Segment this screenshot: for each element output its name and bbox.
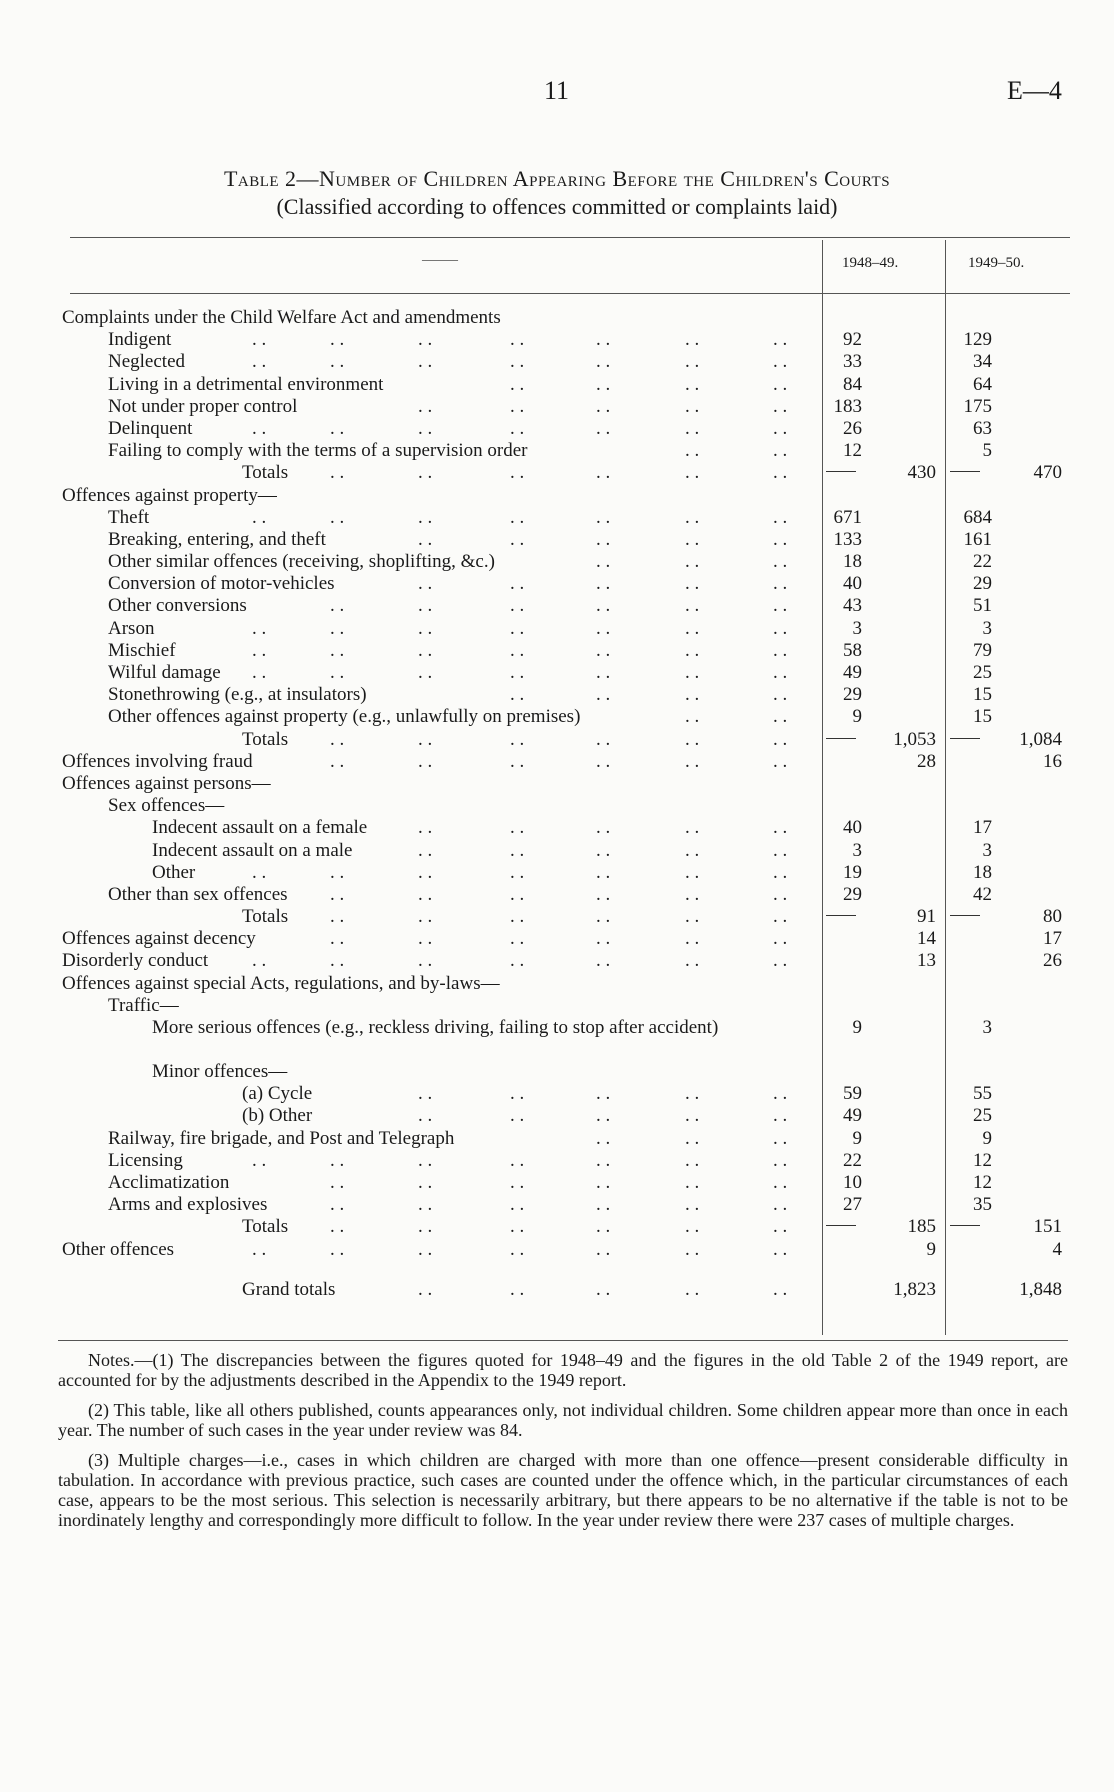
value-b2: 4 (1052, 1238, 1062, 1260)
value-a2: 9 (926, 1238, 936, 1260)
value-a2: 14 (917, 928, 936, 950)
value-a1: 40 (843, 573, 862, 595)
value-b1: 129 (963, 329, 992, 351)
value-b1: 35 (973, 1194, 992, 1216)
table-row: Other . . . . . . . . . . . . . . 19 18 (152, 861, 992, 883)
subtotal-rule (826, 471, 856, 472)
value-a1: 10 (843, 1171, 862, 1193)
table-row: Offences against decency . . . . . . . . . . . . 14 17 (62, 928, 1062, 950)
table-row: Indecent assault on a male . . . . . . . . . . 3 3 (152, 839, 992, 861)
row-label: (a) Cycle (242, 1083, 313, 1105)
value-a1: 43 (843, 595, 862, 617)
value-b1: 684 (963, 506, 992, 528)
row-label: Railway, fire brigade, and Post and Telegraph (108, 1127, 455, 1149)
value-b1: 12 (973, 1149, 992, 1171)
value-b1: 15 (973, 706, 992, 728)
subtotal-rule (950, 738, 980, 739)
table-row: Licensing . . . . . . . . . . . . . . 22 12 (108, 1149, 992, 1171)
table-row: Conversion of motor-vehicles . . . . . . . . . . 40 29 (108, 573, 992, 595)
value-b1: 79 (973, 639, 992, 661)
row-label: Indecent assault on a male (152, 839, 353, 861)
value-a1: 18 (843, 551, 862, 573)
row-label: Offences against property— (62, 484, 277, 506)
table-row: Offences involving fraud . . . . . . . . . . . . 28 16 (62, 750, 1062, 772)
column-header-1949-50: 1949–50. (968, 255, 1025, 271)
table-row: Acclimatization . . . . . . . . . . . . 10 12 (108, 1171, 992, 1193)
subtotal-rule (950, 915, 980, 916)
row-label: Not under proper control (108, 395, 298, 417)
value-b1: 34 (973, 351, 992, 373)
row-label: Other than sex offences (108, 883, 288, 905)
table-row (0, 1017, 1114, 1061)
document-reference: E—4 (1007, 76, 1062, 105)
table-row: (a) Cycle . . . . . . . . . . 59 55 (242, 1083, 992, 1105)
value-b1: 25 (973, 1105, 992, 1127)
row-label: (b) Other (242, 1105, 313, 1127)
table-row: Theft . . . . . . . . . . . . . . 671 684 (108, 506, 992, 528)
value-b1: 63 (973, 417, 992, 439)
grand-total-row: Grand totals . . . . . . . . . . 1,823 1,848 (242, 1278, 1062, 1300)
row-label: Offences involving fraud (62, 750, 253, 772)
table-row: Arms and explosives . . . . . . . . . . . . 27 35 (108, 1194, 992, 1216)
table-row: Arson . . . . . . . . . . . . . . 3 3 (108, 617, 992, 639)
value-a1: 133 (833, 528, 862, 550)
subtotal-rule (826, 738, 856, 739)
value-b2: 1,848 (1019, 1278, 1062, 1300)
value-b1: 51 (973, 595, 992, 617)
row-label: Mischief (108, 639, 176, 661)
value-a1: 49 (843, 1105, 862, 1127)
table-row: Living in a detrimental environment . . . . . . . . 84 64 (108, 373, 992, 395)
row-label: Theft (108, 506, 150, 528)
row-label: Breaking, entering, and theft (108, 528, 326, 550)
table-row (0, 307, 1114, 329)
column-header-1948-49: 1948–49. (842, 255, 899, 271)
row-label: Disorderly conduct (62, 950, 209, 972)
row-label: Living in a detrimental environment (108, 373, 384, 395)
table-row: Indecent assault on a female . . . . . . . . . . 40 17 (152, 817, 992, 839)
value-b2: 26 (1043, 950, 1062, 972)
value-b1: 22 (973, 551, 992, 573)
value-a1: 92 (843, 329, 862, 351)
table-row: Totals . . . . . . . . . . . . 185 151 (242, 1216, 1062, 1238)
notes-section (58, 1350, 1068, 1540)
value-b1: 29 (973, 573, 992, 595)
value-b1: 175 (963, 395, 992, 417)
stub-header-dash: ——— (422, 252, 458, 266)
table-row (0, 795, 1114, 817)
page-number: 11 (544, 76, 570, 105)
row-label: Totals (242, 462, 289, 484)
row-label: Other offences (62, 1238, 175, 1260)
value-a1: 33 (843, 351, 862, 373)
row-label: Sex offences— (108, 795, 225, 817)
note-2: (2) This table, like all others published, counts appearances only, not individual children. Some children appear more than once in each year. The number of such cases in the year under review was 84. (58, 1400, 1068, 1440)
value-b1: 12 (973, 1171, 992, 1193)
row-label: Minor offences— (152, 1061, 288, 1082)
value-b1: 5 (982, 440, 992, 462)
table-row: Stonethrowing (e.g., at insulators) . . . . . . . . 29 15 (108, 684, 992, 706)
value-b1: 18 (973, 861, 992, 883)
value-b2: 151 (1033, 1216, 1062, 1238)
row-label: Licensing (108, 1149, 183, 1171)
table-row: Other similar offences (receiving, shoplifting, &c.) . . . . . . 18 22 (108, 551, 992, 573)
value-a1: 22 (843, 1149, 862, 1171)
table-row: Disorderly conduct . . . . . . . . . . . . . . 13 26 (62, 950, 1062, 972)
row-label: Indigent (108, 329, 172, 351)
value-b2: 16 (1043, 750, 1062, 772)
table-row (0, 773, 1114, 795)
value-b1: 55 (973, 1083, 992, 1105)
top-rule (70, 237, 1070, 238)
table-row: Wilful damage . . . . . . . . . . . . . . 49 25 (108, 662, 992, 683)
grand-total-label: Grand totals (242, 1278, 336, 1300)
row-label: Offences against decency (62, 928, 256, 950)
note-1: Notes.—(1) The discrepancies between the figures quoted for 1948–49 and the figures in the old Table 2 of the 1949 report, are accounted for by the adjustments described in the Appendix to the 1949 report. (58, 1350, 1068, 1390)
table-row: Other offences . . . . . . . . . . . . . . 9 4 (62, 1238, 1062, 1260)
value-b1: 161 (963, 528, 992, 550)
value-a2: 91 (917, 906, 936, 928)
value-a1: 59 (843, 1083, 862, 1105)
value-a1: 12 (843, 440, 862, 462)
row-label: Other offences against property (e.g., unlawfully on premises) (108, 706, 581, 728)
table-row: Railway, fire brigade, and Post and Telegraph . . . . . . 9 9 (108, 1127, 992, 1149)
value-b1: 3 (982, 617, 992, 639)
value-b2: 80 (1043, 906, 1062, 928)
row-label: Indecent assault on a female (152, 817, 368, 839)
row-label: Other similar offences (receiving, shoplifting, &c.) (108, 551, 495, 573)
value-a1: 27 (843, 1194, 862, 1216)
value-b2: 470 (1033, 462, 1062, 484)
value-b1: 64 (973, 373, 992, 395)
value-b2: 17 (1043, 928, 1062, 950)
value-b2: 1,084 (1019, 728, 1062, 750)
table-row: Other offences against property (e.g., unlawfully on premises) . . . . 9 15 (108, 706, 992, 728)
row-label: Delinquent (108, 417, 193, 439)
table-subtitle: (Classified according to offences committed or complaints laid) (276, 194, 838, 219)
value-a1: 9 (852, 1017, 862, 1038)
subtotal-rule (826, 915, 856, 916)
row-label: Complaints under the Child Welfare Act and amendments (62, 307, 501, 328)
table-title-block (0, 166, 1114, 220)
subtotal-rule (950, 1225, 980, 1226)
table-row: (b) Other . . . . . . . . . . 49 25 (242, 1105, 992, 1127)
value-a2: 1,823 (893, 1278, 936, 1300)
row-label: Other conversions (108, 595, 247, 617)
row-label: Other (152, 861, 196, 883)
table-row: Mischief . . . . . . . . . . . . . . 58 79 (108, 639, 992, 661)
row-label: Conversion of motor-vehicles (108, 573, 335, 595)
offences-table (0, 307, 1114, 1301)
table-row: Not under proper control . . . . . . . . . . 183 175 (108, 395, 992, 417)
row-label: Stonethrowing (e.g., at insulators) (108, 684, 367, 706)
value-b1: 17 (973, 817, 992, 839)
value-a1: 671 (833, 506, 862, 528)
value-a1: 3 (852, 617, 862, 639)
value-b1: 9 (982, 1127, 992, 1149)
table-row: Indigent . . . . . . . . . . . . . . 92 129 (108, 329, 992, 351)
value-a2: 430 (907, 462, 936, 484)
table-row: Neglected . . . . . . . . . . . . . . 33 34 (108, 351, 992, 373)
row-label: Wilful damage (108, 662, 221, 683)
value-a1: 9 (852, 706, 862, 728)
table-row (0, 1061, 1114, 1083)
table-title: Table 2—Number of Children Appearing Before the Children's Courts (223, 166, 891, 191)
note-3: (3) Multiple charges—i.e., cases in which children are charged with more than one offence—present considerable difficulty in tabulation. In accordance with previous practice, such cases are counted under the offence which, in the particular circumstances of each case, appears to be the most serious. This selection is necessarily arbitrary, but there appears to be no alternative if the table is not to be inordinately lengthy and correspondingly more difficult to follow. In the year under review there were 237 cases of multiple charges. (58, 1450, 1068, 1530)
row-label: Offences against persons— (62, 772, 271, 794)
table-row: Totals . . . . . . . . . . . . 91 80 (242, 906, 1062, 928)
bottom-rule (58, 1340, 1068, 1341)
table-row (0, 973, 1114, 995)
table-row (0, 485, 1114, 507)
value-a1: 49 (843, 662, 862, 683)
subtotal-rule (826, 1225, 856, 1226)
value-b1: 15 (973, 684, 992, 706)
header-rule (70, 293, 1070, 294)
value-a1: 84 (843, 373, 862, 395)
value-a1: 183 (833, 395, 862, 417)
table-row: Totals . . . . . . . . . . . . 430 470 (242, 462, 1062, 484)
value-b1: 25 (973, 662, 992, 683)
value-a1: 9 (852, 1127, 862, 1149)
table-row: Other conversions . . . . . . . . . . . . 43 51 (108, 595, 992, 617)
value-b1: 3 (982, 1017, 992, 1038)
value-a1: 58 (843, 639, 862, 661)
value-a1: 29 (843, 883, 862, 905)
row-label: Arms and explosives (108, 1194, 268, 1216)
table-row: Breaking, entering, and theft . . . . . . . . . . 133 161 (108, 528, 992, 550)
row-label: Totals (242, 906, 289, 928)
row-label: More serious offences (e.g., reckless driving, failing to stop after accident) (152, 1017, 719, 1038)
value-a1: 19 (843, 861, 862, 883)
value-a1: 29 (843, 684, 862, 706)
value-a2: 13 (917, 950, 936, 972)
value-a2: 1,053 (893, 728, 936, 750)
row-label: Neglected (108, 351, 186, 373)
row-label: Totals (242, 728, 289, 750)
table-row (0, 995, 1114, 1017)
value-b1: 42 (973, 883, 992, 905)
row-label: Offences against special Acts, regulations, and by-laws— (62, 972, 500, 994)
row-label: Arson (108, 617, 155, 639)
table-row: Delinquent . . . . . . . . . . . . . . 26 63 (108, 417, 992, 439)
value-a2: 28 (917, 750, 936, 772)
subtotal-rule (950, 471, 980, 472)
value-b1: 3 (982, 839, 992, 861)
value-a1: 3 (852, 839, 862, 861)
table-row: Failing to comply with the terms of a supervision order . . . . 12 5 (108, 440, 992, 462)
row-label: Failing to comply with the terms of a supervision order (108, 440, 528, 462)
table-row: Other than sex offences . . . . . . . . . . . . 29 42 (108, 883, 992, 905)
row-label: Totals (242, 1216, 289, 1238)
value-a1: 40 (843, 817, 862, 839)
table-row: Totals . . . . . . . . . . . . 1,053 1,084 (242, 728, 1062, 750)
value-a2: 185 (907, 1216, 936, 1238)
row-label: Acclimatization (108, 1171, 230, 1193)
value-a1: 26 (843, 417, 862, 439)
row-label: Traffic— (108, 994, 179, 1016)
